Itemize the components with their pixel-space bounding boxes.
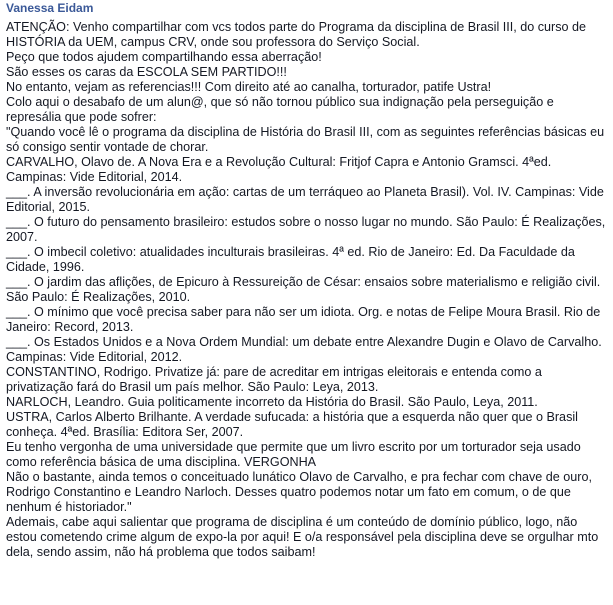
reference-item: USTRA, Carlos Alberto Brilhante. A verdade sufucada: a história que a esquerda não quer que o Brasil conheça. 4ªed. Brasília: Editora Ser, 2007. xyxy=(6,410,578,439)
reference-item: NARLOCH, Leandro. Guia politicamente incorreto da História do Brasil. São Paulo, Leya, 2011. xyxy=(6,395,538,409)
reference-item: ___. Os Estados Unidos e a Nova Ordem Mundial: um debate entre Alexandre Dugin e Olavo de Carvalho. Campinas: Vide Editorial, 2012. xyxy=(6,335,602,364)
post-paragraph: ATENÇÃO: Venho compartilhar com vcs todos parte do Programa da disciplina de Brasil III, do curso de HISTÓRIA da UEM, campus CRV, onde sou professora do Serviço Social. xyxy=(6,20,587,49)
reference-item: ___. O mínimo que você precisa saber para não ser um idiota. Org. e notas de Felipe Moura Brasil. Rio de Janeiro: Record, 2013. xyxy=(6,305,601,334)
facebook-post xyxy=(0,1,613,605)
post-paragraph: Não o bastante, ainda temos o conceituado lunático Olavo de Carvalho, e pra fechar com chave de ouro, Rodrigo Constantino e Leandro Narloch. Desses quatro podemos notar um fato em comum, o de que nenhum é historiador." xyxy=(6,470,592,514)
post-paragraph: Colo aqui o desabafo de um alun@, que só não tornou público sua indignação pela perseguição e represália que pode sofrer: xyxy=(6,95,554,124)
author-name-link[interactable]: Vanessa Eidam xyxy=(6,1,94,15)
post-paragraph: Ademais, cabe aqui salientar que programa de disciplina é um conteúdo de domínio público, logo, não estou cometendo crime algum de expo-la por aqui! E o/a responsável pela disciplina deve se orgulhar mto dela, sendo assim, não há problema que todos saibam! xyxy=(6,515,599,559)
post-paragraph: No entanto, vejam as referencias!!! Com direito até ao canalha, torturador, patife Ustra! xyxy=(6,80,492,94)
post-paragraph: São esses os caras da ESCOLA SEM PARTIDO!!! xyxy=(6,65,287,79)
post-paragraph: "Quando você lê o programa da disciplina de História do Brasil III, com as seguintes referências básicas eu só consigo sentir vontade de chorar. xyxy=(6,125,605,154)
post-body xyxy=(6,20,609,560)
reference-item: ___. O imbecil coletivo: atualidades inculturais brasileiras. 4ª ed. Rio de Janeiro: Ed. Da Faculdade da Cidade, 1996. xyxy=(6,245,575,274)
reference-item: ___. O futuro do pensamento brasileiro: estudos sobre o nosso lugar no mundo. São Paulo: É Realizações, 2007. xyxy=(6,215,606,244)
reference-item: ___. A inversão revolucionária em ação: cartas de um terráqueo ao Planeta Brasil). Vol. IV. Campinas: Vide Editorial, 2015. xyxy=(6,185,604,214)
reference-item: CONSTANTINO, Rodrigo. Privatize já: pare de acreditar em intrigas eleitorais e entenda como a privatização fará do Brasil um país melhor. São Paulo: Leya, 2013. xyxy=(6,365,542,394)
post-paragraph: Peço que todos ajudem compartilhando essa aberração! xyxy=(6,50,322,64)
reference-item: ___. O jardim das aflições, de Epicuro à Ressureição de César: ensaios sobre materialismo e religião civil. São Paulo: É Realizações, 2010. xyxy=(6,275,601,304)
post-paragraph: Eu tenho vergonha de uma universidade que permite que um livro escrito por um torturador seja usado como referência básica de uma disciplina. VERGONHA xyxy=(6,440,581,469)
reference-item: CARVALHO, Olavo de. A Nova Era e a Revolução Cultural: Fritjof Capra e Antonio Gramsci. 4ªed. Campinas: Vide Editorial, 2014. xyxy=(6,155,552,184)
